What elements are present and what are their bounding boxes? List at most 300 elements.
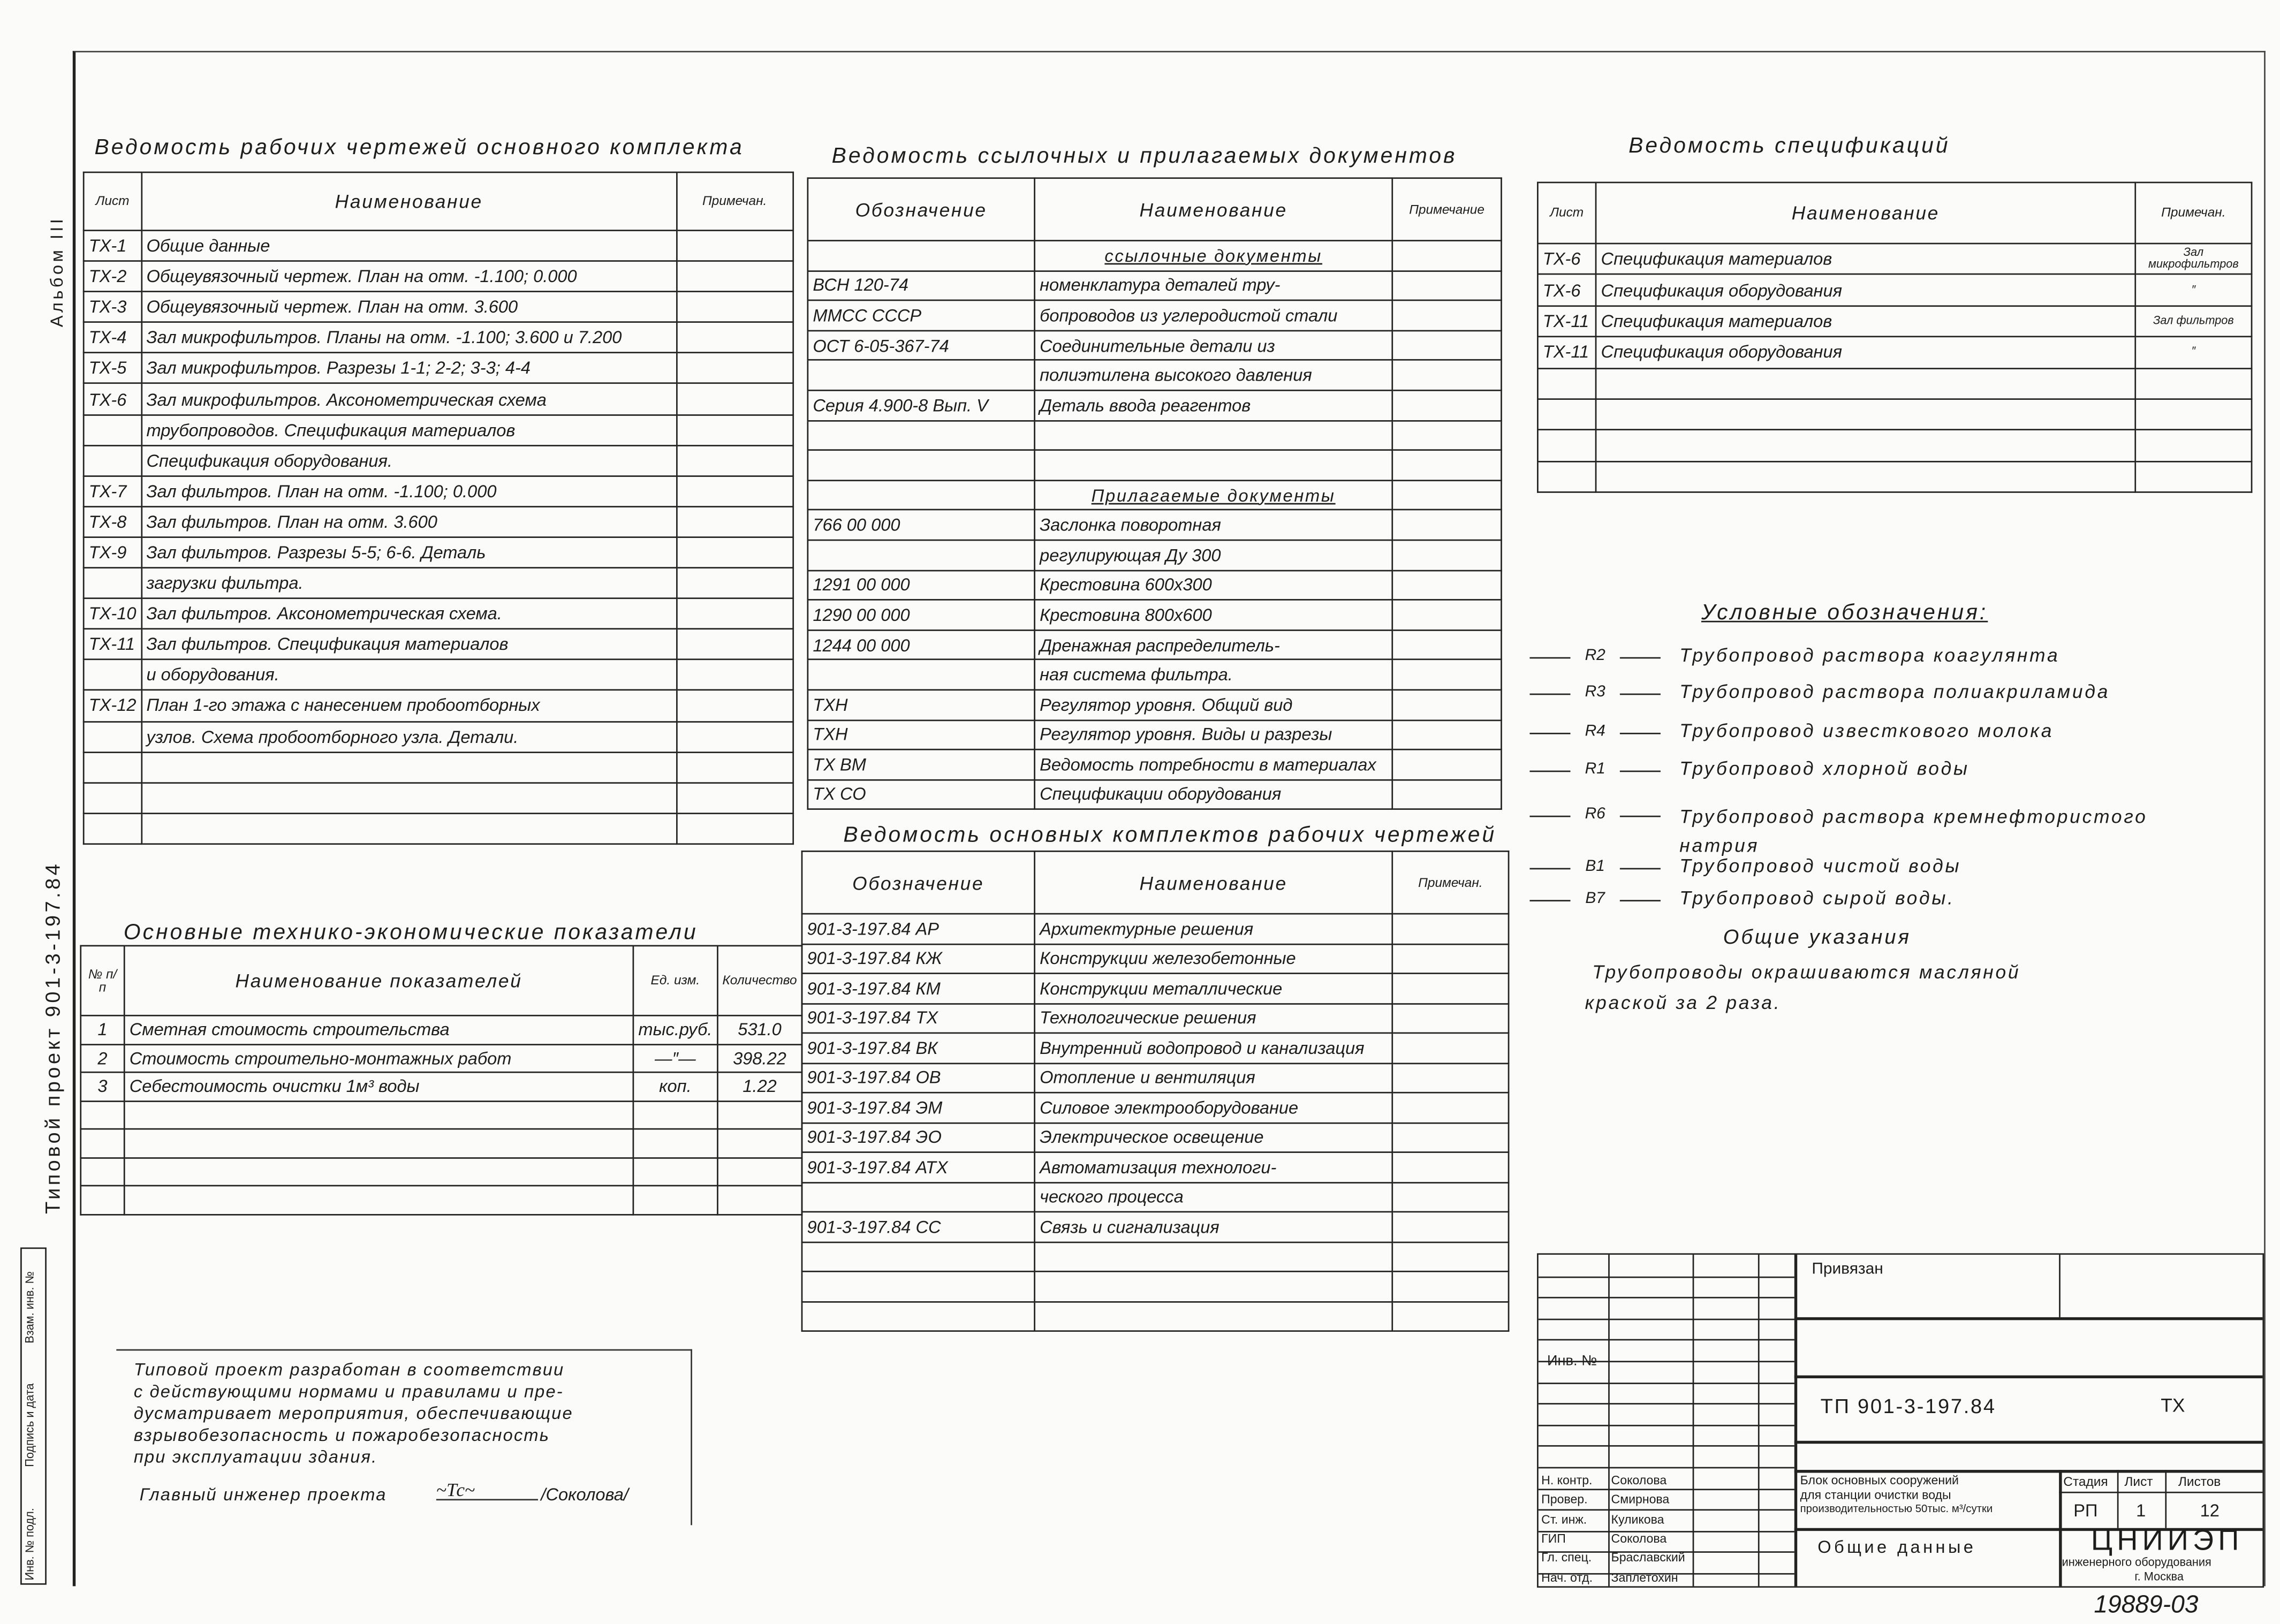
- table-row: [84, 568, 793, 598]
- table-cell: Регулятор уровня. Общий вид: [1035, 690, 1392, 720]
- table-row: [802, 1271, 1509, 1301]
- org-city: г. Москва: [2134, 1570, 2184, 1583]
- sets-title: Ведомость основных комплектов рабочих чертежей: [843, 823, 1497, 848]
- table-cell: Спецификация материалов: [1596, 306, 2135, 337]
- statement-line: с действующими нормами и правилами и пре-: [133, 1381, 564, 1402]
- table-cell: ТХ СО: [808, 779, 1035, 809]
- column-header: Наименование: [141, 172, 677, 231]
- column-header: Наименование: [1035, 178, 1392, 241]
- table-row: [81, 1015, 802, 1044]
- table-cell: [677, 445, 793, 476]
- column-header: Лист: [84, 172, 141, 231]
- table-cell: Зал микрофильтров. Аксонометрическая схема: [141, 384, 677, 414]
- table-row: [1537, 399, 2252, 430]
- table-cell: ТХ-1: [84, 231, 141, 261]
- table-cell: [808, 660, 1035, 690]
- org-subtitle: инженерного оборудования: [2062, 1555, 2211, 1569]
- table-cell: [1392, 720, 1502, 750]
- signer-name: Смирнова: [1611, 1492, 1670, 1507]
- table-cell: [633, 1129, 717, 1157]
- table-row: [81, 1072, 802, 1101]
- chief-engineer-name: /Соколова/: [541, 1484, 628, 1505]
- notes-line: краской за 2 раза.: [1585, 991, 1782, 1014]
- table-cell: [1035, 450, 1392, 480]
- table-cell: 1291 00 000: [808, 570, 1035, 600]
- table-cell: ММСС СССР: [808, 300, 1035, 330]
- stamp-inv: Инв. № подл.: [23, 1508, 36, 1581]
- table-cell: Архитектурные решения: [1035, 914, 1392, 944]
- table-cell: [1035, 1301, 1392, 1331]
- legend-line-code: R1: [1529, 761, 1660, 778]
- column-header: Обозначение: [808, 178, 1035, 241]
- grid-line: [1539, 1403, 1794, 1405]
- table-row: [808, 420, 1502, 450]
- table-cell: Спецификация оборудования: [1596, 337, 2135, 368]
- table-cell: Общеувязочный чертеж. План на отм. 3.600: [141, 292, 677, 322]
- sheet-title: Общие данные: [1817, 1537, 1976, 1558]
- table-cell: [677, 690, 793, 721]
- table-cell: Внутренний водопровод и канализация: [1035, 1033, 1392, 1063]
- signer-role: Ст. инж.: [1541, 1511, 1587, 1526]
- table-row: [808, 390, 1502, 420]
- table-cell: ТХ ВМ: [808, 749, 1035, 779]
- table-cell: [124, 1157, 633, 1186]
- table-cell: ТХ-11: [1537, 337, 1596, 368]
- archive-number: 19889-03: [2094, 1590, 2199, 1619]
- table-row: [802, 1152, 1509, 1182]
- table-cell: 901-3-197.84 КЖ: [802, 944, 1035, 974]
- table-cell: 398.22: [717, 1044, 802, 1072]
- table-cell: [1537, 461, 1596, 492]
- table-cell: 2: [81, 1044, 124, 1072]
- table-cell: [84, 568, 141, 598]
- table-cell: трубопроводов. Спецификация материалов: [141, 414, 677, 445]
- table-row: [84, 506, 793, 537]
- table-row: [84, 537, 793, 567]
- signer-name: Браславский: [1611, 1550, 1685, 1565]
- table-cell: Зал фильтров: [2135, 306, 2252, 337]
- table-row: [1537, 461, 2252, 492]
- drawings-table: [83, 172, 793, 845]
- table-row: [1537, 368, 2252, 399]
- table-row: [802, 973, 1509, 1003]
- table-row: [1537, 275, 2252, 306]
- legend-item-text: Трубопровод раствора полиакриламида: [1679, 680, 2110, 702]
- table-cell: [677, 813, 793, 844]
- table-cell: [124, 1101, 633, 1129]
- sheets-label: Листов: [2178, 1474, 2221, 1489]
- table-cell: [1596, 430, 2135, 461]
- table-cell: 901-3-197.84 АР: [802, 914, 1035, 944]
- table-row: [808, 241, 1502, 271]
- sheet-label: Лист: [2124, 1474, 2153, 1489]
- header-row: [802, 851, 1509, 914]
- table-cell: [677, 384, 793, 414]
- table-cell: [808, 360, 1035, 390]
- table-cell: Ведомость потребности в материалах: [1035, 749, 1392, 779]
- table-row: [84, 231, 793, 261]
- table-cell: [717, 1157, 802, 1186]
- table-cell: 901-3-197.84 ЭМ: [802, 1092, 1035, 1122]
- table-cell: [677, 568, 793, 598]
- table-row: [84, 629, 793, 659]
- table-cell: 901-3-197.84 ВК: [802, 1033, 1035, 1063]
- legend-item-text: Трубопровод сырой воды.: [1679, 886, 1955, 909]
- table-cell: [808, 450, 1035, 480]
- table-row: [1537, 430, 2252, 461]
- table-cell: [1035, 420, 1392, 450]
- table-cell: [1392, 1242, 1509, 1272]
- table-cell: [677, 292, 793, 322]
- table-cell: [1392, 510, 1502, 540]
- table-row: [84, 414, 793, 445]
- table-cell: План 1-го этажа с нанесением пробоотборных: [141, 690, 677, 721]
- table-cell: Крестовина 800х600: [1035, 600, 1392, 630]
- table-cell: Силовое электрооборудование: [1035, 1092, 1392, 1122]
- table-row: [84, 384, 793, 414]
- table-cell: [677, 629, 793, 659]
- table-cell: [2135, 461, 2252, 492]
- table-cell: [1392, 1271, 1509, 1301]
- table-cell: ″: [2135, 337, 2252, 368]
- table-cell: [802, 1242, 1035, 1272]
- table-cell: ТХ-7: [84, 476, 141, 506]
- table-cell: [1392, 1092, 1509, 1122]
- table-cell: ная система фильтра.: [1035, 660, 1392, 690]
- table-cell: [717, 1129, 802, 1157]
- grid-line: [1539, 1318, 1794, 1320]
- table-cell: бопроводов из углеродистой стали: [1035, 300, 1392, 330]
- header-row: [808, 178, 1502, 241]
- table-cell: [1392, 480, 1502, 510]
- table-row: [808, 660, 1502, 690]
- table-cell: [1392, 270, 1502, 300]
- table-cell: [1392, 570, 1502, 600]
- table-row: [802, 1033, 1509, 1063]
- table-row: [84, 598, 793, 629]
- column-header: Примечан.: [677, 172, 793, 231]
- table-row: [84, 783, 793, 813]
- table-row: [81, 1129, 802, 1157]
- table-row: [81, 1101, 802, 1129]
- sheet-value: 1: [2136, 1500, 2146, 1521]
- table-cell: Зал микрофильтров: [2135, 244, 2252, 275]
- column-header: Примечан.: [2135, 183, 2252, 244]
- table-row: [808, 779, 1502, 809]
- table-cell: —″—: [633, 1044, 717, 1072]
- table-cell: [1537, 368, 1596, 399]
- table-row: [802, 914, 1509, 944]
- table-cell: [1392, 1033, 1509, 1063]
- object-name: [1800, 1474, 1993, 1515]
- table-cell: [802, 1301, 1035, 1331]
- table-cell: 531.0: [717, 1015, 802, 1044]
- table-cell: Регулятор уровня. Виды и разрезы: [1035, 720, 1392, 750]
- inv-label: Инв. №: [1547, 1353, 1597, 1370]
- table-cell: [1392, 1122, 1509, 1152]
- table-cell: ТХ-9: [84, 537, 141, 567]
- column-header: Лист: [1537, 183, 1596, 244]
- drawing-mark: ТХ: [2161, 1394, 2185, 1416]
- table-cell: [1392, 241, 1502, 271]
- specs-table: [1537, 182, 2252, 494]
- table-cell: коп.: [633, 1072, 717, 1101]
- table-cell: [1537, 399, 1596, 430]
- table-cell: [1392, 914, 1509, 944]
- table-cell: [677, 783, 793, 813]
- table-cell: Конструкции металлические: [1035, 973, 1392, 1003]
- table-cell: [84, 813, 141, 844]
- column-header: Наименование: [1596, 183, 2135, 244]
- table-cell: ТХ-4: [84, 322, 141, 353]
- table-cell: [808, 420, 1035, 450]
- table-cell: ОСТ 6-05-367-74: [808, 330, 1035, 360]
- table-cell: [1392, 1182, 1509, 1212]
- table-cell: [808, 241, 1035, 271]
- table-cell: Электрическое освещение: [1035, 1122, 1392, 1152]
- notes-title: Общие указания: [1723, 924, 1912, 948]
- attached-label: Привязан: [1812, 1260, 1883, 1278]
- table-row: [81, 1044, 802, 1072]
- table-cell: [1392, 1003, 1509, 1033]
- legend-item-text: Трубопровод раствора кремнефтористого натрия: [1679, 805, 2148, 856]
- legend-line-code: R2: [1529, 647, 1660, 665]
- table-cell: ТХ-8: [84, 506, 141, 537]
- table-cell: [1596, 368, 2135, 399]
- table-cell: Зал фильтров. План на отм. -1.100; 0.000: [141, 476, 677, 506]
- table-cell: [677, 506, 793, 537]
- table-cell: [808, 480, 1035, 510]
- table-cell: Зал фильтров. План на отм. 3.600: [141, 506, 677, 537]
- chief-engineer-label: Главный инженер проекта: [139, 1484, 387, 1505]
- table-cell: [677, 414, 793, 445]
- legend-item-text: Трубопровод известкового молока: [1679, 719, 2054, 742]
- table-row: [802, 944, 1509, 974]
- table-cell: номенклатура деталей тру-: [1035, 270, 1392, 300]
- table-cell: [1596, 399, 2135, 430]
- table-cell: [1392, 660, 1502, 690]
- table-cell: [677, 231, 793, 261]
- table-row: [808, 540, 1502, 570]
- statement-line: взрывобезопасность и пожаробезопасность: [133, 1424, 550, 1445]
- table-cell: Серия 4.900-8 Вып. V: [808, 390, 1035, 420]
- table-cell: [2135, 368, 2252, 399]
- table-cell: [124, 1186, 633, 1214]
- table-cell: [141, 783, 677, 813]
- table-cell: ТХ-11: [1537, 306, 1596, 337]
- legend-title: Условные обозначения:: [1701, 600, 1988, 625]
- table-cell: [677, 721, 793, 752]
- table-cell: ТХ-6: [84, 384, 141, 414]
- project-label: Типовой проект 901-3-197.84: [41, 861, 64, 1215]
- table-row: [802, 1003, 1509, 1033]
- table-cell: ТХ-3: [84, 292, 141, 322]
- signer-name: Куликова: [1611, 1511, 1664, 1526]
- table-row: [808, 570, 1502, 600]
- table-row: [802, 1242, 1509, 1272]
- table-cell: ТХ-12: [84, 690, 141, 721]
- grid-line: [1539, 1276, 1794, 1278]
- table-cell: [677, 660, 793, 690]
- table-row: [84, 322, 793, 353]
- table-row: [1537, 337, 2252, 368]
- specs-title: Ведомость спецификаций: [1628, 133, 1950, 159]
- table-cell: Зал фильтров. Разрезы 5-5; 6-6. Деталь: [141, 537, 677, 567]
- header-row: [84, 172, 793, 231]
- header-row: [1537, 183, 2252, 244]
- statement-text: [134, 1360, 573, 1469]
- table-cell: Спецификация материалов: [1596, 244, 2135, 275]
- table-row: [808, 510, 1502, 540]
- table-cell: [1392, 420, 1502, 450]
- table-row: [808, 720, 1502, 750]
- legend-line-code: R4: [1529, 723, 1660, 740]
- table-row: [84, 445, 793, 476]
- table-row: [808, 600, 1502, 630]
- table-cell: [2135, 430, 2252, 461]
- references-table: [807, 177, 1502, 810]
- table-cell: Спецификация оборудования: [1596, 275, 2135, 306]
- table-cell: 766 00 000: [808, 510, 1035, 540]
- table-cell: [1392, 630, 1502, 660]
- table-cell: 1290 00 000: [808, 600, 1035, 630]
- table-cell: тыс.руб.: [633, 1015, 717, 1044]
- table-row: [808, 690, 1502, 720]
- statement-box: [116, 1349, 692, 1526]
- table-cell: 1244 00 000: [808, 630, 1035, 660]
- drawings-title: Ведомость рабочих чертежей основного комплекта: [94, 135, 744, 160]
- table-row: [808, 450, 1502, 480]
- table-cell: [84, 414, 141, 445]
- table-cell: [633, 1157, 717, 1186]
- table-cell: [1537, 430, 1596, 461]
- grid-line: [1539, 1488, 1794, 1490]
- notes-line: Трубопроводы окрашиваются масляной: [1592, 961, 2021, 983]
- table-cell: 901-3-197.84 АТХ: [802, 1152, 1035, 1182]
- table-cell: [677, 752, 793, 783]
- grid-line: [1539, 1382, 1794, 1384]
- table-cell: ТХ-10: [84, 598, 141, 629]
- table-row: [84, 476, 793, 506]
- table-cell: [1035, 1242, 1392, 1272]
- signer-role: Гл. спец.: [1541, 1550, 1592, 1565]
- table-row: [802, 1212, 1509, 1242]
- table-cell: Крестовина 600х300: [1035, 570, 1392, 600]
- indicators-title: Основные технико-экономические показатели: [123, 920, 698, 945]
- references-title: Ведомость ссылочных и прилагаемых документов: [831, 143, 1457, 169]
- table-cell: ческого процесса: [1035, 1182, 1392, 1212]
- signer-name: Соколова: [1611, 1473, 1667, 1488]
- grid-line: [1539, 1340, 1794, 1341]
- table-cell: [141, 752, 677, 783]
- table-cell: Себестоимость очистки 1м³ воды: [124, 1072, 633, 1101]
- grid-line: [1539, 1297, 1794, 1299]
- grid-line: [1539, 1509, 1794, 1511]
- table-cell: Стоимость строительно-монтажных работ: [124, 1044, 633, 1072]
- table-cell: [1392, 360, 1502, 390]
- legend-item-text: Трубопровод раствора коагулянта: [1679, 644, 2060, 666]
- table-cell: [808, 540, 1035, 570]
- table-cell: Спецификации оборудования: [1035, 779, 1392, 809]
- statement-line: Типовой проект разработан в соответствии: [133, 1359, 565, 1380]
- table-cell: [1392, 600, 1502, 630]
- table-cell: Соединительные детали из: [1035, 330, 1392, 360]
- table-row: [84, 353, 793, 384]
- stamp-replace: Взам. инв. №: [23, 1271, 36, 1344]
- table-cell: [124, 1129, 633, 1157]
- table-cell: Зал фильтров. Спецификация материалов: [141, 629, 677, 659]
- table-cell: [1392, 944, 1509, 974]
- sheets-value: 12: [2200, 1500, 2220, 1521]
- table-cell: ТХН: [808, 720, 1035, 750]
- column-header: Ед. изм.: [633, 946, 717, 1015]
- table-cell: [802, 1271, 1035, 1301]
- table-cell: Связь и сигнализация: [1035, 1212, 1392, 1242]
- statement-line: при эксплуатации здания.: [133, 1446, 378, 1467]
- signer-role: Нач. отд.: [1541, 1569, 1593, 1584]
- column-header: Наименование: [1035, 851, 1392, 914]
- table-cell: [1392, 690, 1502, 720]
- object-line: Блок основных сооружений: [1800, 1473, 1959, 1488]
- table-cell: Деталь ввода реагентов: [1035, 390, 1392, 420]
- table-row: [84, 292, 793, 322]
- table-cell: [84, 445, 141, 476]
- table-row: [808, 360, 1502, 390]
- table-cell: [1392, 540, 1502, 570]
- table-cell: [1035, 1271, 1392, 1301]
- table-cell: [84, 660, 141, 690]
- project-code: ТП 901-3-197.84: [1820, 1394, 1996, 1418]
- table-cell: [1392, 973, 1509, 1003]
- table-cell: [1392, 779, 1502, 809]
- column-header: Обозначение: [802, 851, 1035, 914]
- table-cell: [1392, 1212, 1509, 1242]
- table-cell: [84, 721, 141, 752]
- table-cell: Автоматизация технологи-: [1035, 1152, 1392, 1182]
- table-cell: 901-3-197.84 ЭО: [802, 1122, 1035, 1152]
- object-line: для станции очистки воды: [1800, 1486, 1951, 1501]
- stamp-sign: Подпись и дата: [23, 1383, 36, 1467]
- org-name: ЦНИИЭП: [2090, 1525, 2244, 1558]
- table-row: [84, 660, 793, 690]
- header-row: [81, 946, 802, 1015]
- stage-value: РП: [2073, 1500, 2098, 1521]
- table-cell: Зал микрофильтров. Планы на отм. -1.100; 3.600 и 7.200: [141, 322, 677, 353]
- table-cell: [633, 1186, 717, 1214]
- table-cell: 3: [81, 1072, 124, 1101]
- table-cell: ТХ-5: [84, 353, 141, 384]
- legend-line-code: B1: [1529, 858, 1660, 876]
- table-row: [808, 300, 1502, 330]
- table-cell: ТХ-6: [1537, 275, 1596, 306]
- table-row: [802, 1301, 1509, 1331]
- table-cell: [81, 1129, 124, 1157]
- grid-line: [1539, 1446, 1794, 1447]
- table-cell: [1392, 330, 1502, 360]
- table-cell: Сметная стоимость строительства: [124, 1015, 633, 1044]
- table-cell: ссылочные документы: [1035, 241, 1392, 271]
- table-cell: [1392, 1063, 1509, 1093]
- table-cell: загрузки фильтра.: [141, 568, 677, 598]
- table-cell: 901-3-197.84 КМ: [802, 973, 1035, 1003]
- table-cell: ТХН: [808, 690, 1035, 720]
- table-cell: [1392, 390, 1502, 420]
- table-cell: ВСН 120-74: [808, 270, 1035, 300]
- table-row: [84, 752, 793, 783]
- legend-line-code: B7: [1529, 890, 1660, 907]
- table-cell: Технологические решения: [1035, 1003, 1392, 1033]
- table-row: [1537, 244, 2252, 275]
